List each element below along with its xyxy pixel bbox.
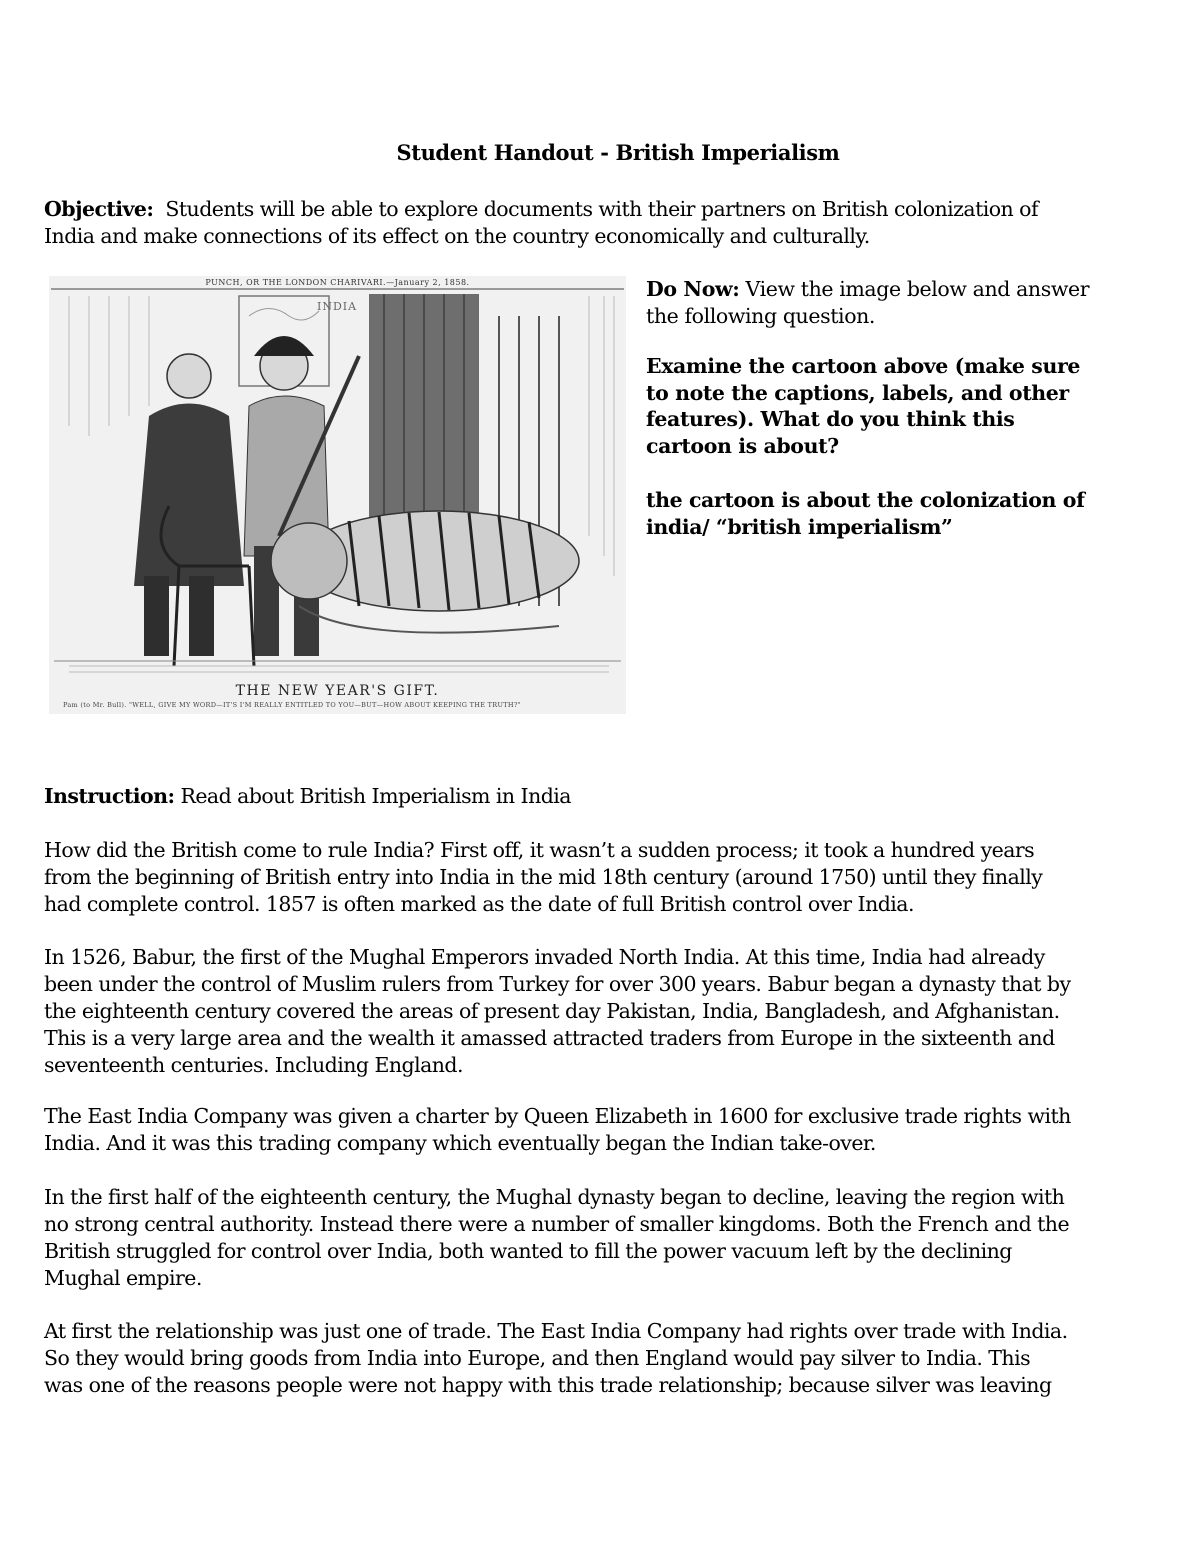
question-line: features). What do you think this (646, 407, 1015, 431)
page-title: Student Handout - British Imperialism (396, 140, 840, 165)
objective-paragraph (44, 196, 1144, 250)
text-line: British struggled for control over India, both wanted to fill the power vacuum left by the declining (44, 1239, 1012, 1263)
cartoon-drawing (49, 276, 626, 714)
cartoon-title-caption: THE NEW YEAR'S GIFT. (235, 683, 440, 699)
do-now-block (646, 276, 1146, 329)
text-line: seventeenth centuries. Including England. (44, 1053, 463, 1077)
political-cartoon-image (49, 276, 626, 714)
text-line: At first the relationship was just one of trade. The East India Company had rights over trade with India. (44, 1319, 1068, 1343)
objective-line-2: India and make connections of its effect on the country economically and culturally. (44, 224, 870, 248)
body-paragraph-5 (44, 1318, 1144, 1399)
body-paragraph-4 (44, 1184, 1144, 1292)
objective-line-1: Objective: Students will be able to explore documents with their partners on British colonization of (44, 197, 1038, 221)
text-line: had complete control. 1857 is often marked as the date of full British control over India. (44, 892, 914, 916)
question-line: to note the captions, labels, and other (646, 380, 1069, 405)
text-line: So they would bring goods from India into Europe, and then England would pay silver to India. This (44, 1346, 1031, 1370)
text-line: How did the British come to rule India? First off, it wasn’t a sudden process; it took a hundred years (44, 838, 1035, 862)
objective-label: Objective: (44, 197, 154, 221)
instruction-label: Instruction: (44, 784, 175, 808)
question-line: Examine the cartoon above (make sure (646, 354, 1080, 378)
text-line: the eighteenth century covered the areas of present day Pakistan, India, Bangladesh, and Afghanistan. (44, 999, 1060, 1023)
do-now-label: Do Now: (646, 277, 740, 301)
text-line: been under the control of Muslim rulers from Turkey for over 300 years. Babur began a dynasty that by (44, 972, 1071, 996)
answer-line: india/ “british imperialism” (646, 514, 953, 539)
cartoon-top-caption: PUNCH, OR THE LONDON CHARIVARI.—January 2, 1858. (205, 278, 470, 287)
body-paragraph-1 (44, 837, 1144, 918)
do-now-line-1: Do Now: View the image below and answer (646, 277, 1090, 301)
text-line: This is a very large area and the wealth it amassed attracted traders from Europe in the sixteenth and (44, 1026, 1055, 1050)
text-line: Mughal empire. (44, 1266, 202, 1290)
instruction-text: Read about British Imperialism in India (180, 784, 571, 808)
instruction-line (44, 783, 1144, 810)
do-now-line-2: the following question. (646, 303, 876, 328)
text-line: In 1526, Babur, the first of the Mughal Emperors invaded North India. At this time, India had already (44, 945, 1045, 969)
body-paragraph-2 (44, 944, 1144, 1079)
question-block (646, 353, 1146, 459)
text-line: from the beginning of British entry into India in the mid 18th century (around 1750) until they finally (44, 865, 1043, 889)
answer-block (646, 487, 1146, 540)
text-line: was one of the reasons people were not happy with this trade relationship; because silver was leaving (44, 1373, 1052, 1397)
text-line: India. And it was this trading company which eventually began the Indian take-over. (44, 1131, 876, 1155)
answer-line: the cartoon is about the colonization of (646, 488, 1085, 512)
cartoon-subcaption: Pam (to Mr. Bull). "WELL, GIVE MY WORD—IT'S I'M REALLY ENTITLED TO YOU—BUT—HOW ABOUT KEEPING THE TRUTH?" (63, 701, 521, 709)
cartoon-map-label: INDIA (317, 300, 358, 313)
text-line: no strong central authority. Instead there were a number of smaller kingdoms. Both the French and the (44, 1212, 1070, 1236)
question-line: cartoon is about? (646, 433, 839, 458)
text-line: The East India Company was given a charter by Queen Elizabeth in 1600 for exclusive trade rights with (44, 1104, 1071, 1128)
body-paragraph-3 (44, 1103, 1144, 1157)
text-line: In the first half of the eighteenth century, the Mughal dynasty began to decline, leaving the region with (44, 1185, 1065, 1209)
